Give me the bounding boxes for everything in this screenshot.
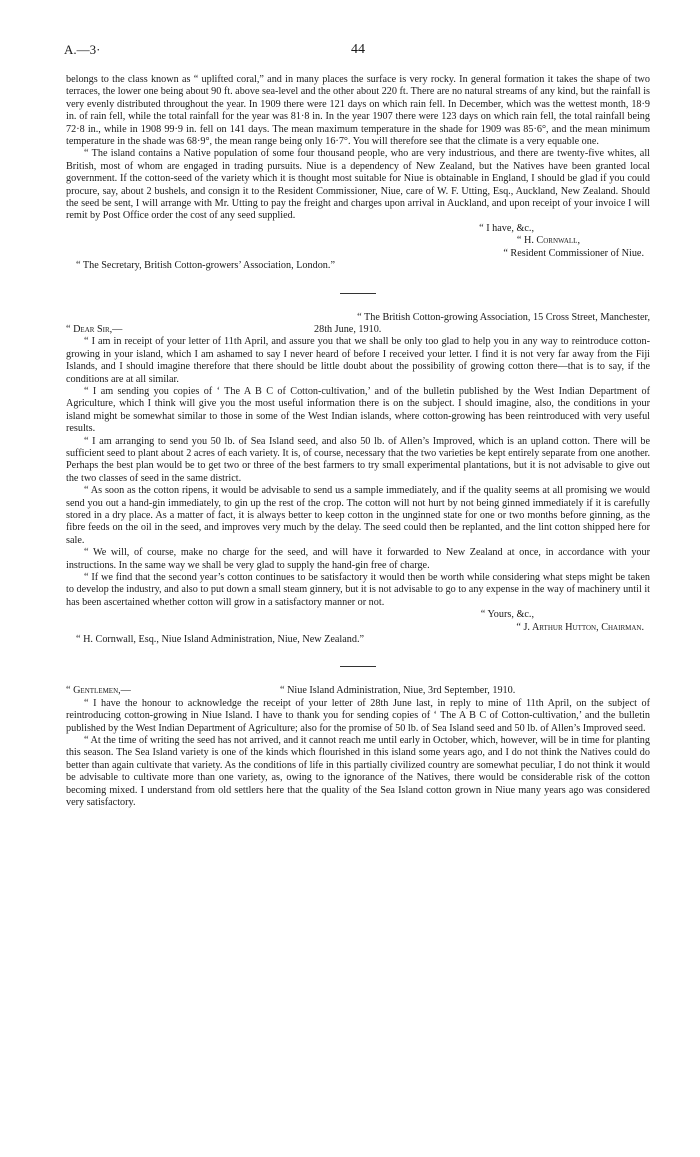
signature-title: “ Resident Commissioner of Niue.: [503, 247, 644, 259]
document-page: [66, 44, 650, 810]
letter-signature: “ H. Cornwall,: [516, 235, 580, 247]
paragraph: “ At the time of writing the seed has not arrived, and it cannot reach me until early in October, which, however, will be in time for planting this season. The Sea Island variety is one of the kinds which flourished in this island some years ago, and I do not think the Natives could do better than again cultivate that variety. As the conditions of life in this partially civilized country are somewhat peculiar, I do not think it would be advisable to cultivate more than one variety, as, owing to the ignorance of the Natives, there would be considerable risk of the cotton becoming mixed. I understand from old settlers here that the quality of the Sea Island cotton grown in Niue many years ago was considered very satisfactory.: [66, 735, 650, 809]
letter-resident-commissioner: [66, 74, 650, 273]
paragraph: “ We will, of course, make no charge for the seed, and will have it forwarded to New Zealand at once, in accordance with your instructions. In the same way we shall be very glad to supply the hand-gin free of charge.: [66, 547, 650, 571]
salutation-line: [66, 685, 650, 697]
salutation-line: [66, 324, 650, 336]
letter-cotton-association: [66, 312, 650, 647]
page-header: [66, 44, 650, 64]
letter-closing: “ I have, &c.,: [479, 222, 534, 234]
paragraph: “ As soon as the cotton ripens, it would be advisable to send us a sample immediately, and if the quality seems at all promising we would send you out a hand-gin immediately, to gin up the rest of the crop. The cotton will not hurt by not being ginned immediately if it is carefully stored in a dry place. As a matter of fact, it is always better to keep cotton in the unginned state for one or two months before ginning, as the fibre feeds on the oil in the seed, and improves very much by the delay. The seed could then be replanted, and the lint cotton shipped here for sale.: [66, 485, 650, 546]
letter-closing: “ Yours, &c.,: [480, 609, 534, 621]
paragraph: “ I have the honour to acknowledge the receipt of your letter of 28th June last, in reply to mine of 11th April, on the subject of reintroducing cotton-growing in Niue Island. I have to thank you for sending copies of ‘ The A B C of Cotton-cultivation,’ and the bulletin published by the West Indian Department of Agriculture; also for the promise of 50 lb. of Sea Island seed and 50 lb. of Allen’s Improved seed.: [66, 697, 650, 734]
paragraph: “ I am in receipt of your letter of 11th April, and assure you that we shall be only too glad to help you in any way to reintroduce cotton-growing in your island, which I am ashamed to say I never heard of before I received your letter. I find it is not very far away from the Fiji Islands, and I should imagine therefore that there should be little doubt about the possibility of growing cotton there—that is to say, if the conditions are at all similar.: [66, 336, 650, 385]
page-number: 44: [351, 42, 365, 57]
paragraph: “ I am arranging to send you 50 lb. of Sea Island seed, and also 50 lb. of Allen’s Improved, which is an upland cotton. There will be sufficient seed to plant about 2 acres of each variety. It is, of course, necessary that the two varieties be kept entirely separate from one another. Perhaps the best plan would be to get two or three of the best farmers to try small experimental plantations, but it is not advisable to give out the two classes of seed in the same district.: [66, 435, 650, 484]
paragraph: belongs to the class known as “ uplifted coral,” and in many places the surface is very rocky. In general formation it takes the shape of two terraces, the lower one being about 90 ft. above sea-level and the other about 220 ft. There are no natural streams of any kind, but the rainfall is very evenly distributed throughout the year. In 1909 there were 121 days on which rain fell. In December, which was the wettest month, 18·9 in. of rain fell, while the total rainfall for the year was 81·8 in. In the year 1907 there were 123 days on which rain fell, the total rainfall being 72·8 in., while in 1908 99·9 in. fell on 141 days. The mean maximum temperature in the shade for 1909 was 85·6°, and the mean minimum temperature in the shade was 68·9°, the mean range being only 16·7°. You will therefore see that the climate is a very equable one.: [66, 74, 650, 148]
letter-niue-administration: [66, 685, 650, 809]
letter-salutation: “ Gentlemen,—: [66, 685, 131, 697]
section-divider: [340, 666, 376, 667]
letter-signature: “ J. Arthur Hutton, Chairman.: [516, 621, 644, 633]
letter-salutation: “ Dear Sir,—: [66, 323, 123, 335]
report-reference: A.—3·: [64, 42, 101, 57]
letter-address: “ The British Cotton-growing Association, 15 Cross Street, Manchester,: [357, 311, 650, 323]
paragraph: “ I am sending you copies of ‘ The A B C of Cotton-cultivation,’ and of the bulletin published by the West Indian Department of Agriculture, which I think will give you the most useful information there is on the subject. I should imagine, also, the conditions in your island might be somewhat similar to those in some of the West Indian islands, where cotton-growing has been reintroduced with very useful results.: [66, 385, 650, 435]
section-divider: [340, 293, 376, 294]
letter-addressee: “ The Secretary, British Cotton-growers’ Association, London.”: [76, 260, 335, 272]
letter-addressee: “ H. Cornwall, Esq., Niue Island Administration, Niue, New Zealand.”: [76, 634, 365, 646]
paragraph: “ If we find that the second year’s cotton continues to be satisfactory it would then be worth while considering what steps might be taken to develop the industry, and also to put down a small steam ginnery, but it is not advisable to go to any expense in the way of machinery until it has been ascertained whether cotton will grow in a satisfactory manner or not.: [66, 572, 650, 608]
paragraph: “ The island contains a Native population of some four thousand people, who are very industrious, and there are twenty-five whites, all British, most of whom are engaged in trading pursuits. Niue is a dependency of New Zealand, but the Natives have been granted local government. If the cotton-seed of the variety which it is thought most suitable for Niue is obtainable in England, I should be glad if you could procure, say, about 2 bushels, and consign it to the Resident Commissioner, Niue, care of W. F. Utting, Esq., Auckland, New Zealand. Should the seed be sent, I will arrange with Mr. Utting to pay the freight and charges upon arrival in Auckland, and upon receipt of your invoice I will remit by Post Office order the cost of any seed supplied.: [66, 148, 650, 222]
letter-address-date: “ Niue Island Administration, Niue, 3rd September, 1910.: [280, 685, 516, 697]
letter-date: 28th June, 1910.: [314, 323, 382, 335]
